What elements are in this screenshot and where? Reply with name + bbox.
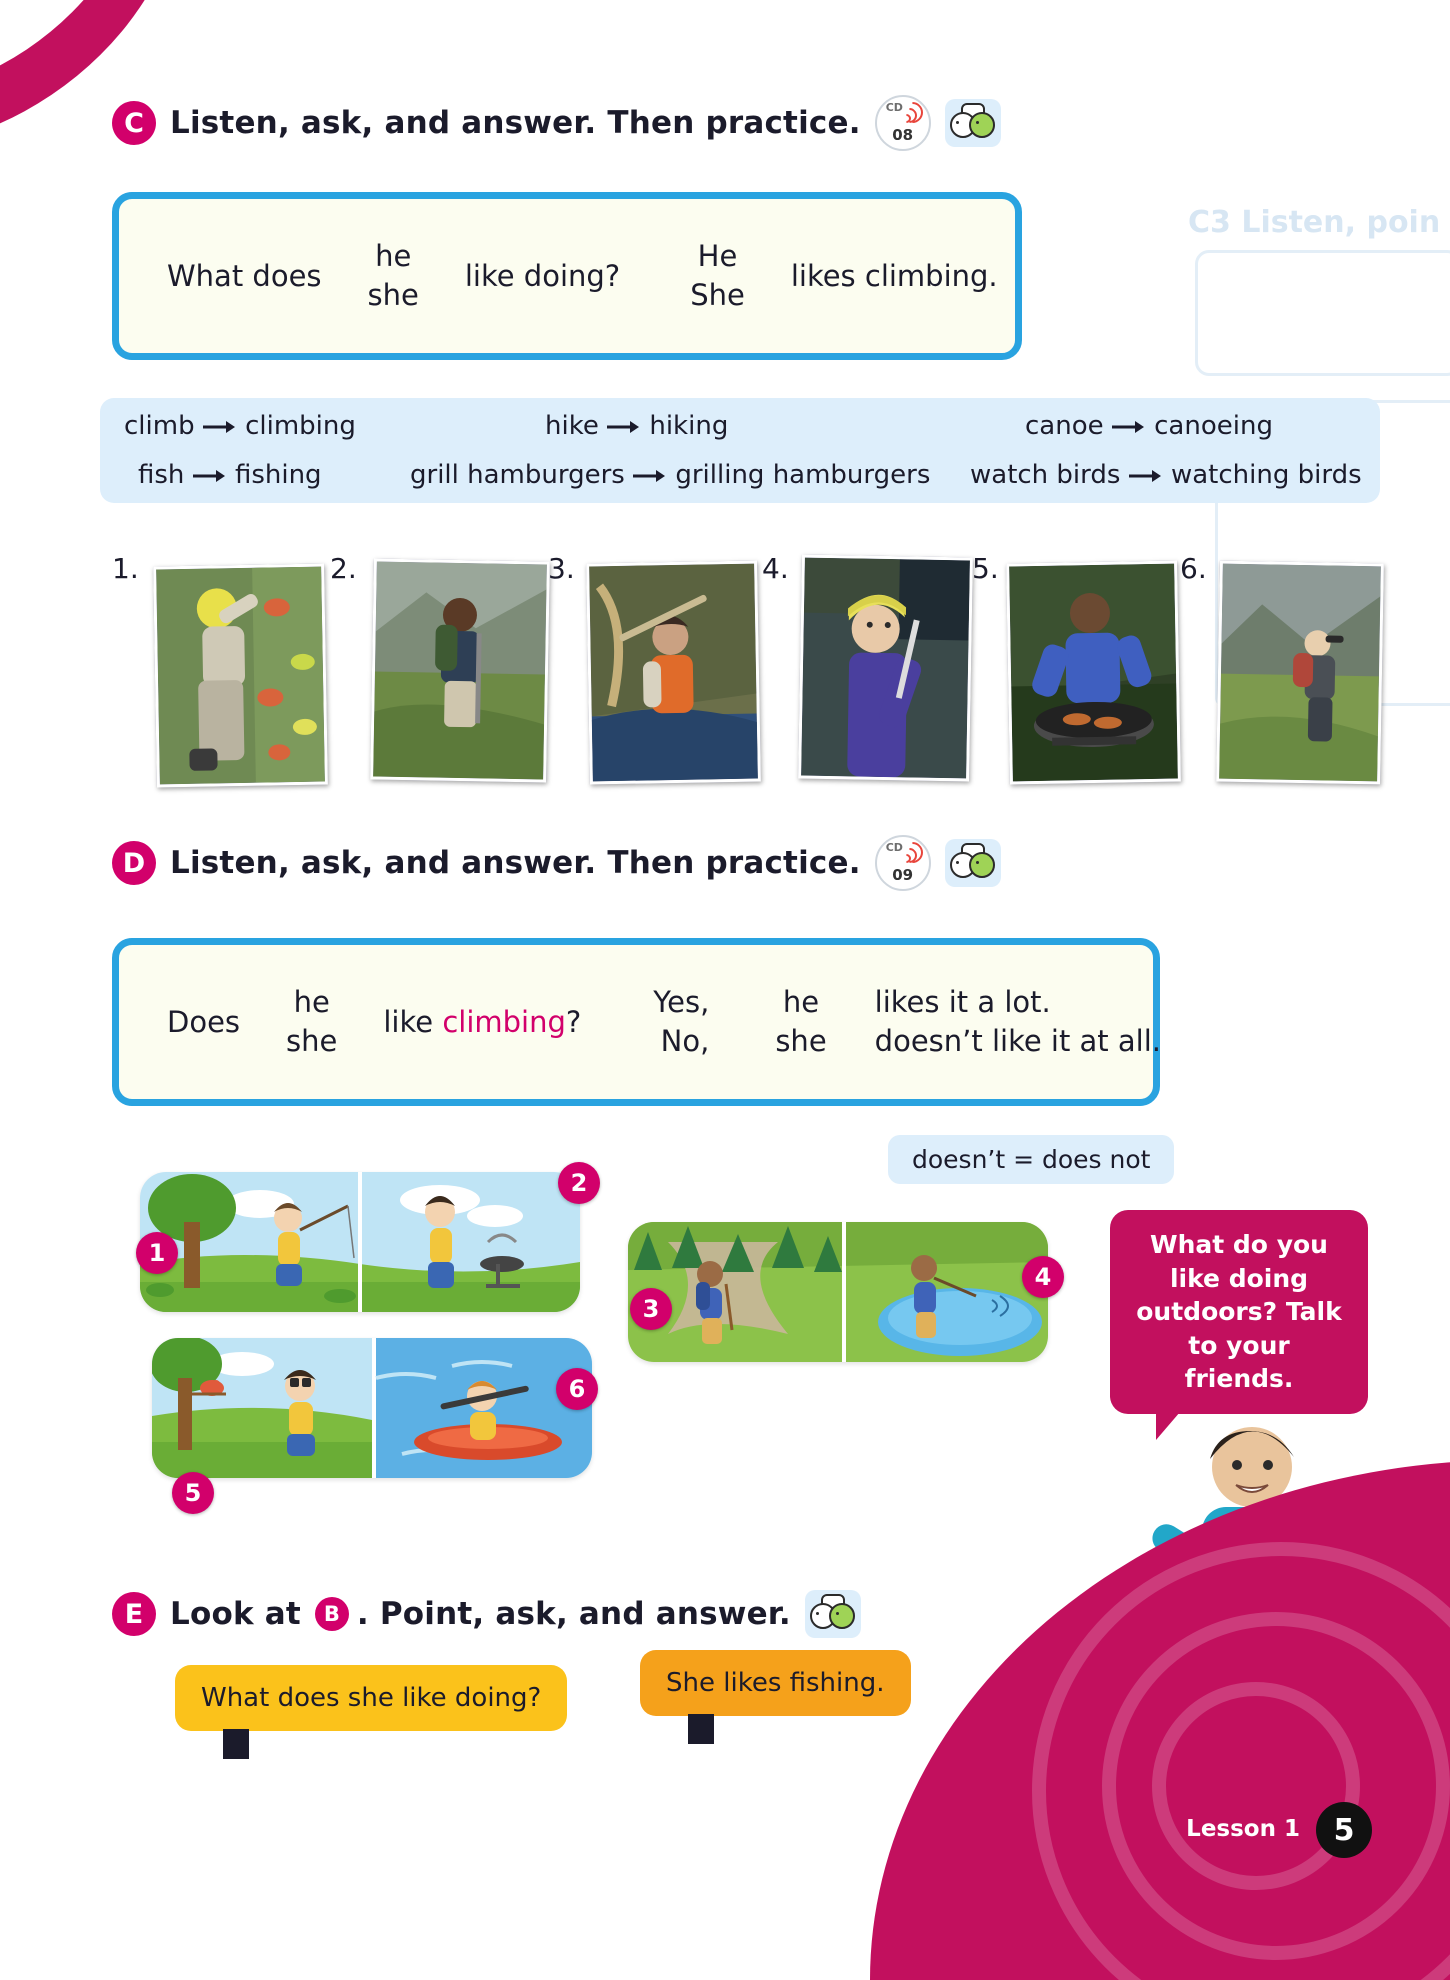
contraction-note: doesn’t = does not [888,1135,1174,1184]
section-e-header [112,1590,861,1638]
photo-number-1: 1. [112,552,139,585]
grammar-d-question-verb: like climbing? [383,1005,582,1039]
grammar-c-question-end: like doing? [464,259,621,293]
grammar-d-question-start: Does [167,1005,241,1039]
verb-pair-grill: grill hamburgers grilling hamburgers [410,460,931,490]
section-d-badge: D [112,841,156,885]
example-bubble-answer: She likes fishing. [640,1650,911,1716]
cd-wave-icon [901,104,921,124]
photo-climbing[interactable] [153,564,328,788]
scene-number-3: 3 [630,1288,672,1330]
page-number: 5 [1316,1802,1372,1858]
grammar-d-answers: Yes, No, [653,984,710,1058]
verb-forms-strip [100,398,1380,503]
pair-talk-icon[interactable] [945,99,1001,147]
section-e-reference-badge: B [315,1597,349,1631]
photo-canoeing[interactable] [586,561,761,785]
verb-pair-watch-birds: watch birds watching birds [970,460,1362,490]
footer-lesson-label: Lesson 1 [1186,1816,1300,1842]
scene-5-6[interactable] [152,1338,592,1478]
section-d-header [112,835,1001,891]
grammar-c-answer-end: likes climbing. [790,259,998,293]
cd-track-number: 09 [892,866,914,884]
photo-number-4: 4. [762,552,789,585]
photo-grilling[interactable] [1006,561,1181,785]
scene-number-2: 2 [558,1162,600,1204]
cd-wave-icon [901,844,921,864]
cd-track-number: 08 [892,126,914,144]
audio-cd-icon[interactable] [875,835,931,891]
grammar-c-question-start: What does [167,259,322,293]
grammar-d-keyword: climbing [442,1005,566,1039]
section-d-title: Listen, ask, and answer. Then practice. [170,845,861,881]
grammar-c-answer-pronouns: He She [690,238,745,312]
scene-1-2[interactable] [140,1172,580,1312]
photo-watching-birds[interactable] [1216,561,1384,785]
photo-hiking[interactable] [370,558,550,782]
pair-talk-icon[interactable] [945,839,1001,887]
section-e-title-part2: . Point, ask, and answer. [356,1596,791,1632]
scene-number-1: 1 [136,1232,178,1274]
grammar-d-answer-texts: likes it a lot. doesn’t like it at all. [874,984,1162,1058]
ghost-box-1 [1195,250,1450,376]
section-c-header [112,95,1001,151]
photo-number-6: 6. [1180,552,1207,585]
photo-fishing[interactable] [798,555,973,782]
example-bubble-question: What does she like doing? [175,1665,567,1731]
pair-talk-icon[interactable] [805,1590,861,1638]
section-e-badge: E [112,1592,156,1636]
photo-number-5: 5. [972,552,999,585]
grammar-d-question-pronouns: he she [286,984,338,1058]
verb-pair-canoe: canoe canoeing [1025,411,1273,441]
cd-icon-label: CD [885,101,903,114]
ghost-heading: C3 Listen, poin [1188,205,1441,240]
speech-bubble-question: What do you like doing outdoors? Talk to your friends. [1110,1210,1368,1414]
grammar-c-question-pronouns: he she [367,238,419,312]
photo-number-2: 2. [330,552,357,585]
audio-cd-icon[interactable] [875,95,931,151]
grammar-box-d [112,938,1160,1106]
scene-number-5: 5 [172,1472,214,1514]
verb-pair-hike: hike hiking [545,411,729,441]
photo-number-3: 3. [548,552,575,585]
verb-pair-climb: climb climbing [124,411,356,441]
section-c-badge: C [112,101,156,145]
section-c-title: Listen, ask, and answer. Then practice. [170,105,861,141]
verb-pair-fish: fish fishing [138,460,322,490]
cd-icon-label: CD [885,841,903,854]
section-e-title-part1: Look at [170,1596,301,1632]
scene-number-6: 6 [556,1368,598,1410]
grammar-d-answer-pronouns: he she [775,984,827,1058]
scene-3-4[interactable] [628,1222,1048,1362]
grammar-box-c [112,192,1022,360]
scene-number-4: 4 [1022,1256,1064,1298]
